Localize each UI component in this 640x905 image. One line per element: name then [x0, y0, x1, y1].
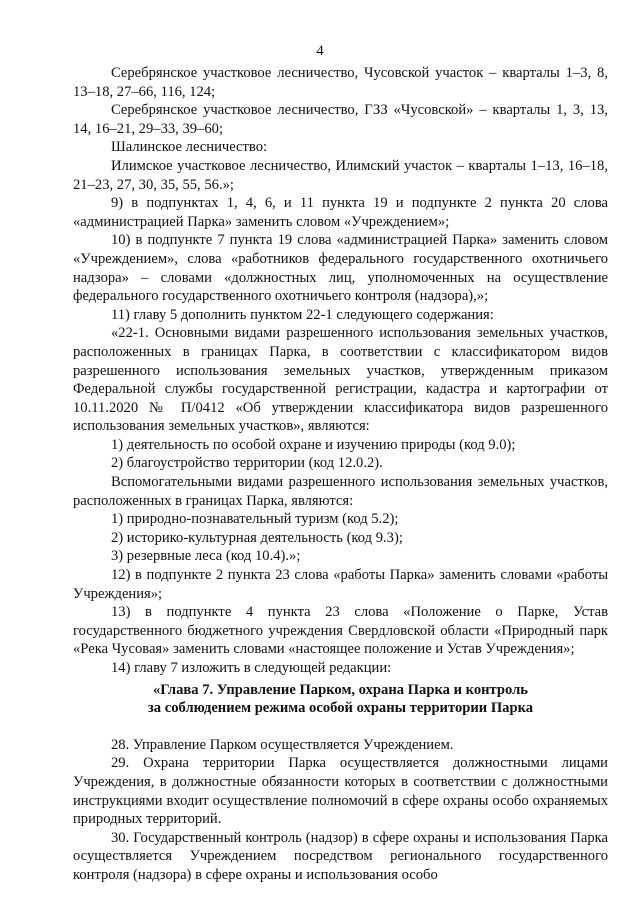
paragraph-item-12: 12) в подпункте 2 пункта 23 слова «работы Парка» заменить словами «работы Учреждения»; [73, 567, 608, 602]
list-item-aux-3: 3) резервные леса (код 10.4).»; [111, 548, 301, 565]
paragraph-22-1: «22-1. Основными видами разрешенного использования земельных участков, расположенных в границах Парка, в соответствии с классификатором видов разрешенного использования земельных участков, утвержденным приказом Федеральной службы государственной регистрации, кадастра и картографии от 10.11.2020 № П/0412 «Об утверждении классификатора видов разрешенного использования земельных участков», являются: [73, 325, 608, 435]
spacer [73, 718, 608, 736]
chapter-heading [73, 681, 608, 718]
paragraph-item-13: 13) в подпункте 4 пункта 23 слова «Положение о Парке, Устав государственного бюджетного учреждения Свердловской области «Природный парк «Река Чусовая» заменить словами «настоящее положение и Устав Учреждения»; [73, 604, 608, 658]
paragraph-item-9: 9) в подпунктах 1, 4, 6, и 11 пункта 19 и подпункте 2 пункта 20 слова «администрацией Парка» заменить словом «Учреждением»; [73, 195, 608, 230]
paragraph-item-10: 10) в подпункте 7 пункта 19 слова «администрацией Парка» заменить словом «Учреждением», слова «работников федерального государственного охотничьего надзора» – словами «должностных лиц, уполномоченных на осуществление федерального государственного охотничьего контроля (надзора),»; [73, 232, 608, 305]
page-number: 4 [316, 43, 324, 59]
paragraph-item-14: 14) главу 7 изложить в следующей редакции: [111, 660, 392, 676]
chapter-heading-line-1: «Глава 7. Управление Парком, охрана Парка и контроль [152, 681, 529, 698]
paragraph-ilimskoe: Илимское участковое лесничество, Илимский участок – кварталы 1–13, 16–18, 21–23, 27, 30, 35, 55, 56.»; [73, 157, 608, 193]
paragraph-shalinskoe: Шалинское лесничество: [111, 139, 268, 156]
list-item-aux-1: 1) природно-познавательный туризм (код 5.2); [111, 511, 399, 528]
document-body [73, 64, 608, 885]
paragraph-serebryanskoe-gzz: Серебрянское участковое лесничество, ГЗЗ «Чусовской» – кварталы 1, 3, 13, 14, 16–21, 29–33, 39–60; [73, 102, 608, 137]
list-item-main-1: 1) деятельность по особой охране и изучению природы (код 9.0); [111, 436, 516, 453]
paragraph-29: 29. Охрана территории Парка осуществляется должностными лицами Учреждения, в должностные обязанности которых в соответствии с должностными инструкциями входит осуществление полномочий в сфере охраны особо охраняемых природных территорий. [73, 755, 608, 828]
paragraph-item-11: 11) главу 5 дополнить пунктом 22-1 следующего содержания: [111, 306, 494, 323]
paragraph-28: 28. Управление Парком осуществляется Учреждением. [111, 736, 454, 753]
paragraph-serebryanskoe-chusovskoy: Серебрянское участковое лесничество, Чусовской участок – кварталы 1–3, 8, 13–18, 27–66, 116, 124; [73, 65, 608, 100]
chapter-heading-line-2: за соблюдением режима особой охраны территории Парка [147, 700, 534, 717]
list-item-aux-2: 2) историко-культурная деятельность (код 9.3); [111, 529, 403, 546]
paragraph-auxiliary-uses: Вспомогательными видами разрешенного использования земельных участков, расположенных в границах Парка, являются: [73, 474, 608, 509]
list-item-main-2: 2) благоустройство территории (код 12.0.2). [111, 455, 383, 472]
paragraph-30: 30. Государственный контроль (надзор) в сфере охраны и использования Парка осуществляется Учреждением посредством регионального государственного контроля (надзора) в сфере охраны и использования особо [73, 829, 608, 883]
